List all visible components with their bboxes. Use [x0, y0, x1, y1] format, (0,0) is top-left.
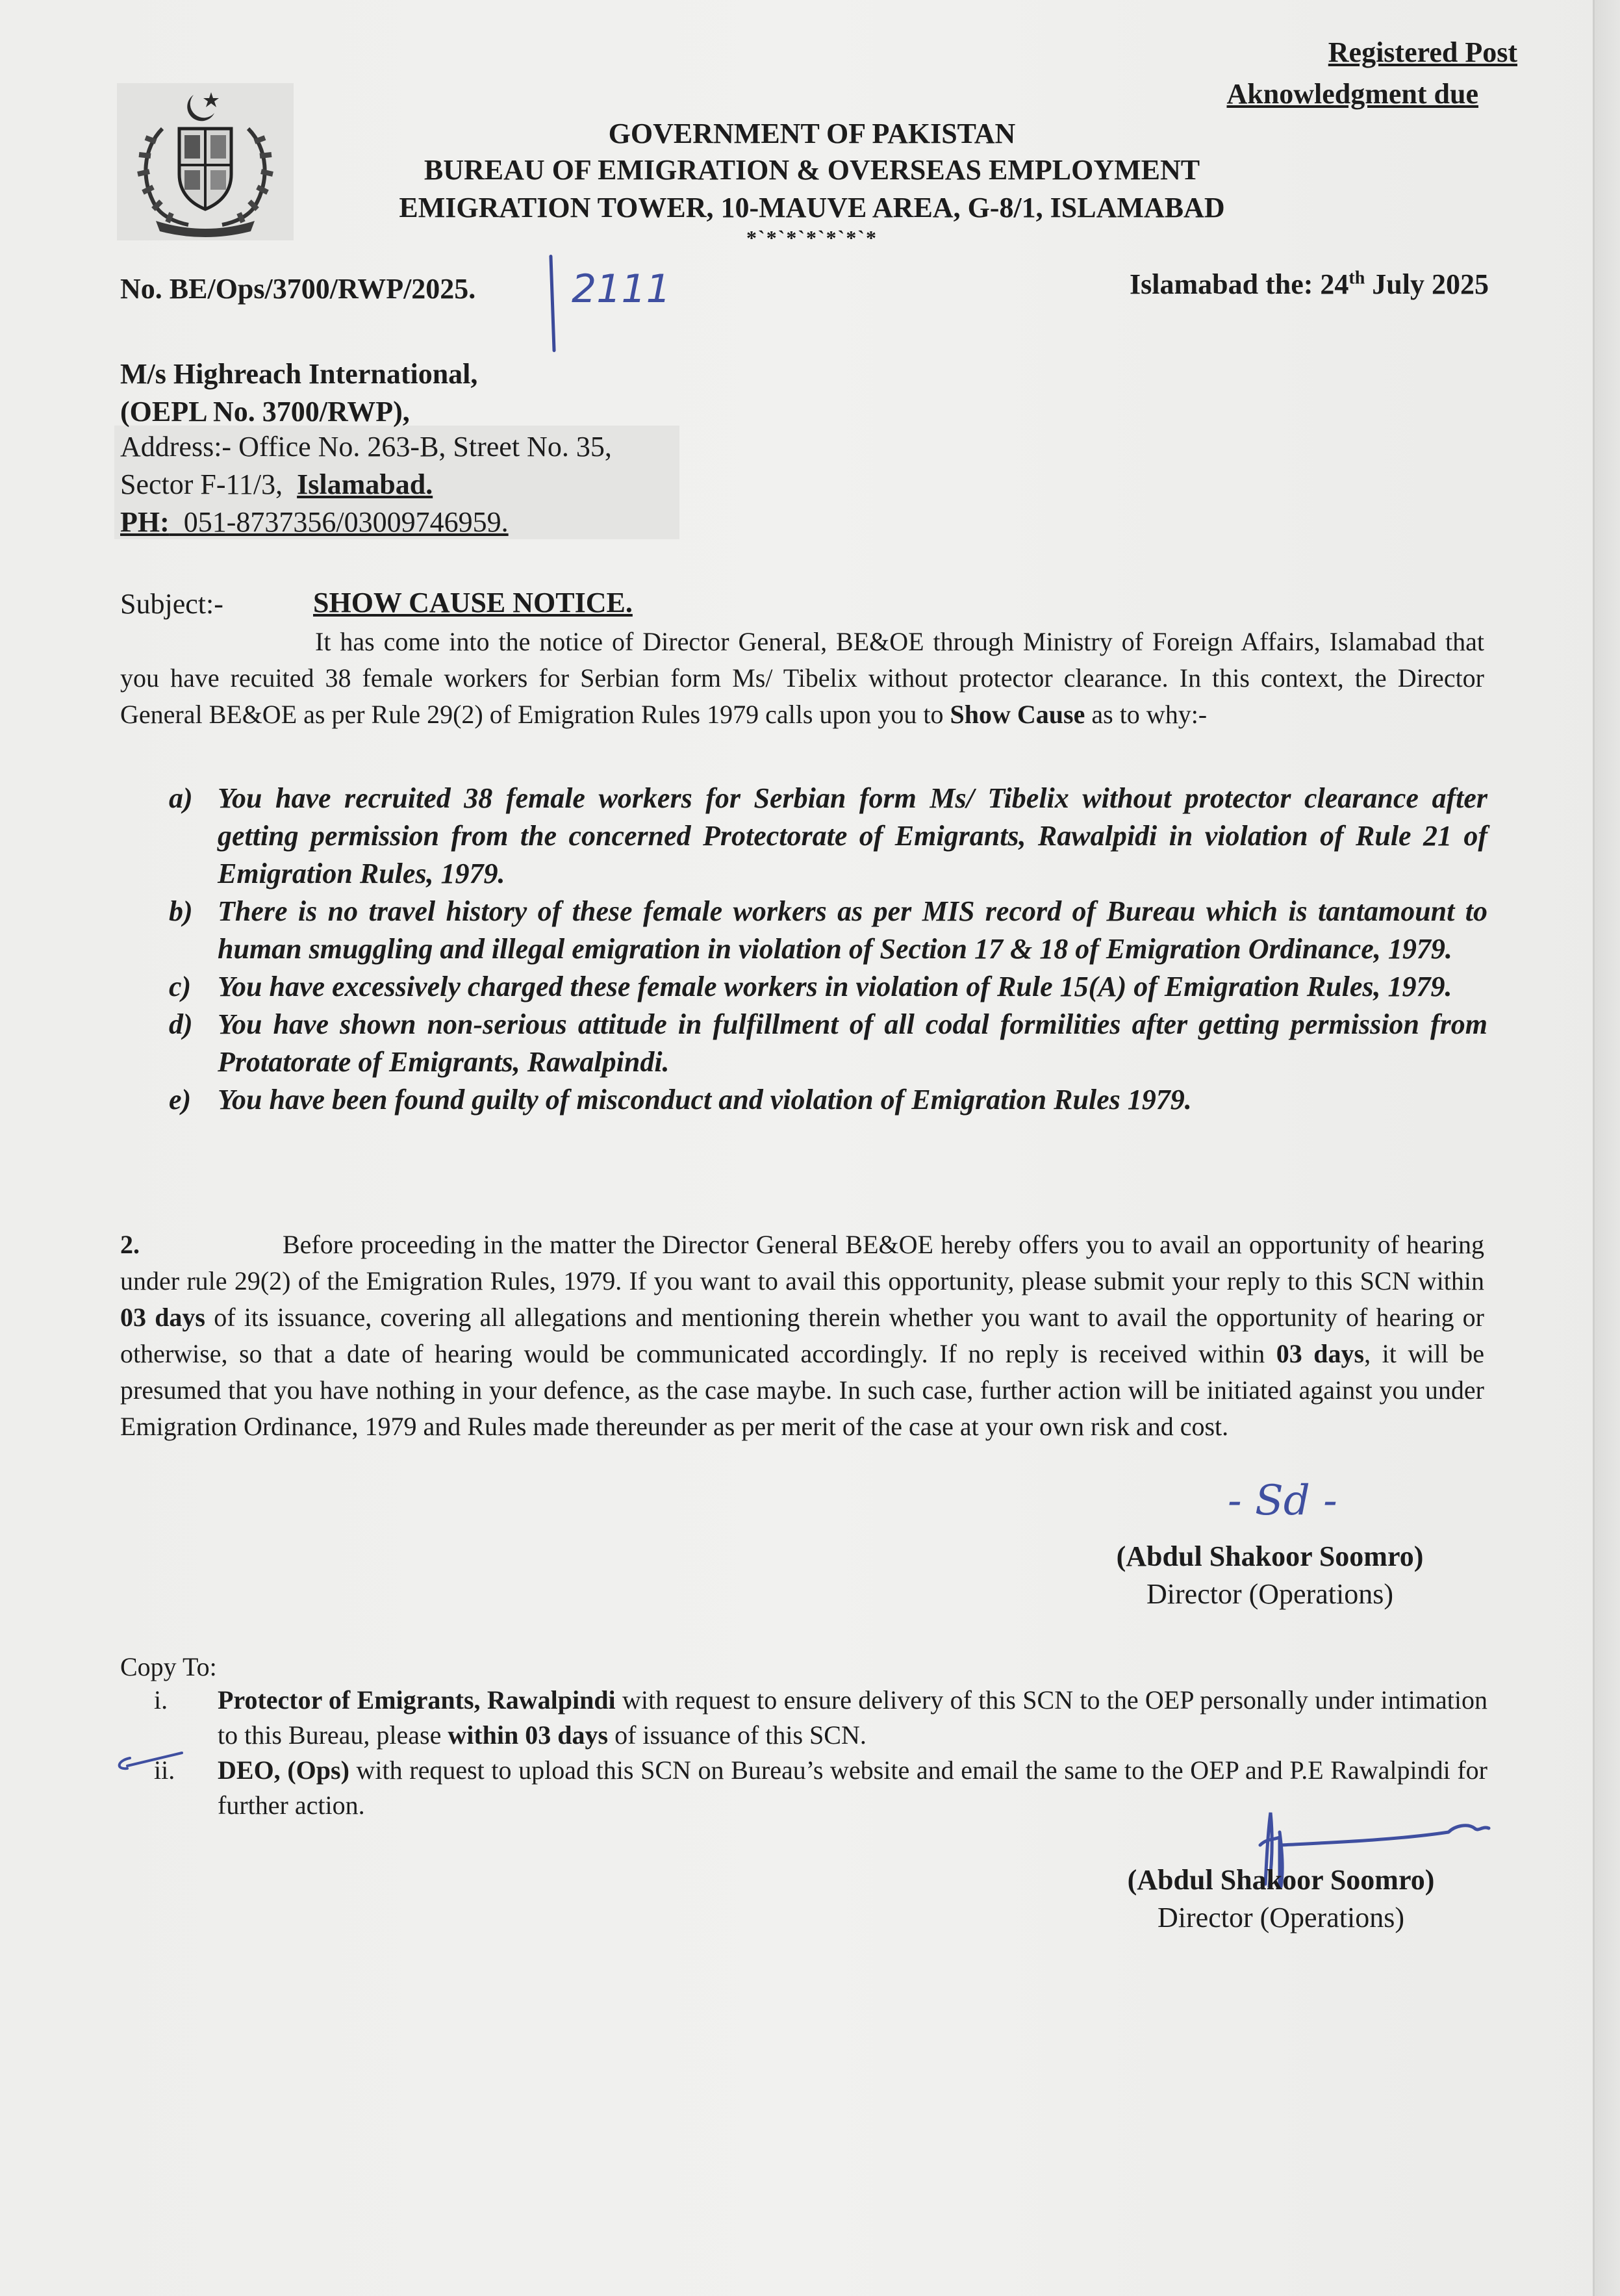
- paragraph-2-part2: of its issuance, covering all allegations and mentioning therein whether you want to avail the opportunity of hearing or otherwise, so that a date of hearing would be communicated accordingly. If no reply is received within: [120, 1303, 1485, 1368]
- charge-text: You have excessively charged these female workers in violation of Rule 15(A) of Emigration Rules, 1979.: [218, 971, 1452, 1002]
- signatory-name: (Abdul Shakoor Soomro): [1116, 1540, 1424, 1572]
- paragraph-2-bold1: 03 days: [120, 1303, 206, 1332]
- charge-marker: a): [169, 782, 193, 814]
- registered-post-label: Registered Post: [1328, 36, 1517, 68]
- charge-item: [169, 1006, 1487, 1081]
- subject-label: Subject:-: [120, 588, 223, 620]
- copy-to-recipient: Protector of Emigrants, Rawalpindi: [218, 1685, 616, 1715]
- copy-to-deadline: within 03 days: [448, 1720, 609, 1750]
- copy-to-item: [120, 1683, 1487, 1753]
- phone-label: PH:: [120, 506, 170, 538]
- charge-item: [169, 1081, 1487, 1119]
- copy-to-text: [218, 1683, 1487, 1753]
- charge-item: [169, 780, 1487, 893]
- charge-marker: b): [169, 895, 193, 927]
- charges-list: [169, 780, 1487, 1119]
- addressee-license: (OEPL No. 3700/RWP),: [120, 396, 410, 427]
- paragraph-1-bold: Show Cause: [950, 700, 1085, 729]
- copy-to-list: [120, 1683, 1487, 1823]
- page-edge-shadow: [1595, 0, 1620, 2296]
- signatory-name-copy: (Abdul Shakoor Soomro): [1127, 1864, 1435, 1896]
- charge-text: You have recruited 38 female workers for Serbian form Ms/ Tibelix without protector clearance after getting permission from the concerned Protectorate of Emigrants, Rawalpidi in violation of Rule 21 of Emigration Rules, 1979.: [218, 782, 1487, 889]
- paragraph-1: [120, 624, 1484, 733]
- copy-to-marker: ii.: [154, 1755, 175, 1785]
- charge-marker: d): [169, 1008, 193, 1040]
- handwritten-tick-icon: [110, 1750, 188, 1776]
- header-address: EMIGRATION TOWER, 10-MAUVE AREA, G-8/1, ISLAMABAD: [399, 192, 1225, 223]
- paragraph-2: [120, 1227, 1484, 1445]
- phone-number: 051-8737356/03009746959.: [169, 506, 509, 538]
- charge-marker: e): [169, 1084, 192, 1116]
- copy-to-tail: of issuance of this SCN.: [608, 1720, 867, 1750]
- acknowledgment-due-label: Aknowledgment due: [1226, 78, 1478, 110]
- header-separator: *`*`*`*`*`*`*: [746, 226, 878, 249]
- charge-text: There is no travel history of these female workers as per MIS record of Bureau which is tantamount to human smuggling and illegal emigration in violation of Section 17 & 18 of Emigration Ordinance, 1979.: [218, 895, 1487, 965]
- addressee-name: M/s Highreach International,: [120, 358, 478, 390]
- date-month-year: July 2025: [1365, 268, 1489, 300]
- paragraph-2-bold2: 03 days: [1276, 1339, 1365, 1368]
- charge-marker: c): [169, 971, 192, 1002]
- header-government: GOVERNMENT OF PAKISTAN: [608, 118, 1016, 149]
- charge-text: You have been found guilty of misconduct and violation of Emigration Rules 1979.: [218, 1084, 1192, 1116]
- paragraph-2-part3: , it will be presumed that you have nothing in your defence, as the case maybe. In such case, further action will be initiated against you under Emigration Ordinance, 1979 and Rules made thereunder as per merit of the case at your own risk and cost.: [120, 1339, 1484, 1441]
- date-prefix: Islamabad the: 24: [1130, 268, 1349, 300]
- subject-title: SHOW CAUSE NOTICE.: [313, 587, 633, 619]
- issue-date: [1072, 265, 1489, 304]
- copy-to-body: with request to upload this SCN on Bureau’s website and email the same to the OEP and P.E Rawalpindi for further action.: [218, 1755, 1487, 1820]
- reference-number: No. BE/Ops/3700/RWP/2025.: [120, 273, 476, 305]
- handwritten-stroke: [549, 255, 555, 352]
- paragraph-2-number: 2.: [120, 1230, 140, 1259]
- addressee-city: Islamabad.: [297, 468, 433, 500]
- header-bureau: BUREAU OF EMIGRATION & OVERSEAS EMPLOYMENT: [424, 154, 1200, 186]
- handwritten-sd: - Sd -: [1228, 1477, 1337, 1525]
- addressee-address-line2: [120, 466, 433, 503]
- addressee-phone: [120, 504, 509, 541]
- date-suffix-sup: th: [1348, 268, 1365, 288]
- copy-to-recipient: DEO, (Ops): [218, 1755, 349, 1785]
- handwritten-dispatch-number: 2111: [572, 266, 671, 312]
- addressee-sector: Sector F-11/3,: [120, 468, 297, 500]
- signatory-role-copy: Director (Operations): [1158, 1902, 1404, 1933]
- paragraph-1-text: It has come into the notice of Director General, BE&OE through Ministry of Foreign Affairs, Islamabad that you have recuited 38 female workers for Serbian form Ms/ Tibelix without protector clearance. In this context, the Director General BE&OE as per Rule 29(2) of Emigration Rules 1979 calls upon you to: [120, 627, 1484, 729]
- addressee-address-line1: Address:- Office No. 263-B, Street No. 35,: [120, 431, 612, 463]
- copy-to-marker: i.: [154, 1685, 168, 1715]
- copy-to-label: Copy To:: [120, 1652, 217, 1681]
- charge-item: [169, 893, 1487, 968]
- charge-text: You have shown non-serious attitude in fulfillment of all codal formilities after getting permission from Protatorate of Emigrants, Rawalpindi.: [218, 1008, 1487, 1078]
- signatory-role: Director (Operations): [1146, 1578, 1393, 1610]
- paragraph-1-tail: as to why:-: [1085, 700, 1208, 729]
- copy-to-body: with request to ensure delivery of this SCN to the OEP personally under intimation to this Bureau, please: [218, 1685, 1487, 1750]
- paragraph-2-part1: Before proceeding in the matter the Director General BE&OE hereby offers you to avail an opportunity of hearing under rule 29(2) of the Emigration Rules, 1979. If you want to avail this opportunity, please submit your reply to this SCN within: [120, 1230, 1484, 1295]
- charge-item: [169, 968, 1487, 1006]
